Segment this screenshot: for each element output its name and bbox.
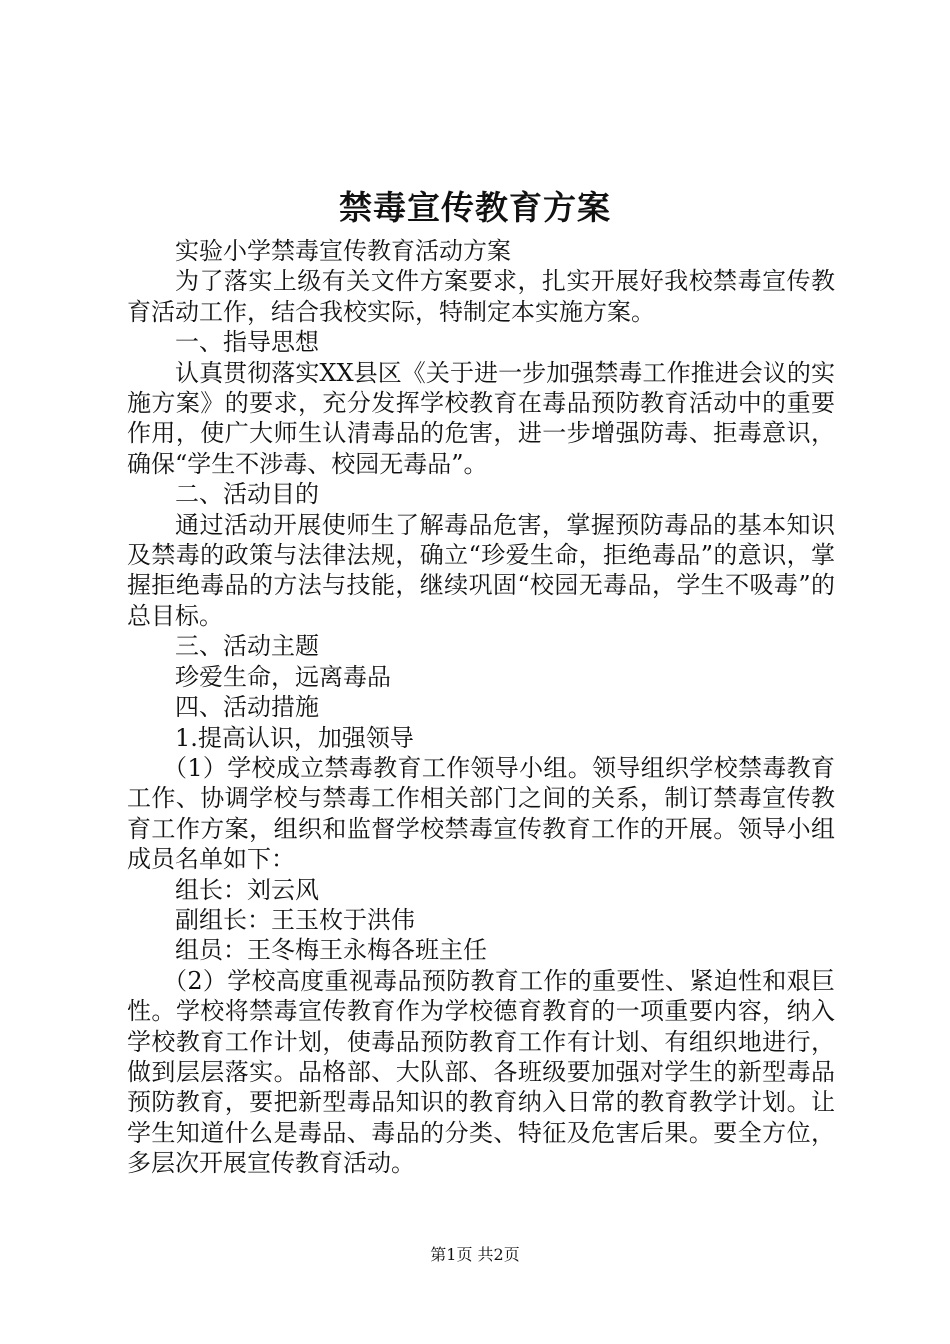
heading-activity-theme: 三、活动主题 xyxy=(175,632,319,661)
paragraph-intro: 为了落实上级有关文件方案要求，扎实开展好我校禁毒宣传教育活动工作，结合我校实际，特制定本实施方案。 xyxy=(127,267,835,326)
paragraph-group-leader: 组长：刘云风 xyxy=(175,875,319,904)
paragraph-activity-purpose: 通过活动开展使师生了解毒品危害，掌握预防毒品的基本知识及禁毒的政策与法律法规，确立“珍爱生命，拒绝毒品”的意识，掌握拒绝毒品的方法与技能，继续巩固“校园无毒品，学生不吸毒”的总目标。 xyxy=(127,510,835,630)
document-body xyxy=(127,236,835,1179)
heading-activity-purpose: 二、活动目的 xyxy=(175,480,319,509)
heading-activity-measures: 四、活动措施 xyxy=(175,693,319,722)
paragraph-group-members: 组员：王冬梅王永梅各班主任 xyxy=(175,936,487,965)
page-footer: 第1页 共2页 xyxy=(430,1245,520,1264)
heading-guiding-ideology: 一、指导思想 xyxy=(175,328,319,357)
paragraph-measure-1: （1）学校成立禁毒教育工作领导小组。领导组织学校禁毒教育工作、协调学校与禁毒工作相关部门之间的关系，制订禁毒宣传教育工作方案，组织和监督学校禁毒宣传教育工作的开展。领导小组成员名单如下： xyxy=(127,753,835,874)
paragraph-measure-2: （2）学校高度重视毒品预防教育工作的重要性、紧迫性和艰巨性。学校将禁毒宣传教育作为学校德育教育的一项重要内容，纳入学校教育工作计划，使毒品预防教育工作有计划、有组织地进行，做到层层落实。品格部、大队部、各班级要加强对学生的新型毒品预防教育，要把新型毒品知识的教育纳入日常的教育教学计划。让学生知道什么是毒品、毒品的分类、特征及危害后果。要全方位，多层次开展宣传教育活动。 xyxy=(127,966,835,1178)
subheading-raise-awareness: 1.提高认识，加强领导 xyxy=(175,723,414,752)
document-title: 禁毒宣传教育方案 xyxy=(339,188,611,227)
paragraph-activity-theme: 珍爱生命，远离毒品 xyxy=(175,662,391,691)
paragraph-deputy-leader: 副组长：王玉枚于洪伟 xyxy=(175,905,415,934)
paragraph-subtitle: 实验小学禁毒宣传教育活动方案 xyxy=(175,237,511,265)
paragraph-guiding-ideology: 认真贯彻落实XX县区《关于进一步加强禁毒工作推进会议的实施方案》的要求，充分发挥学校教育在毒品预防教育活动中的重要作用，使广大师生认清毒品的危害，进一步增强防毒、拒毒意识，确保“学生不涉毒、校园无毒品”。 xyxy=(127,358,835,478)
